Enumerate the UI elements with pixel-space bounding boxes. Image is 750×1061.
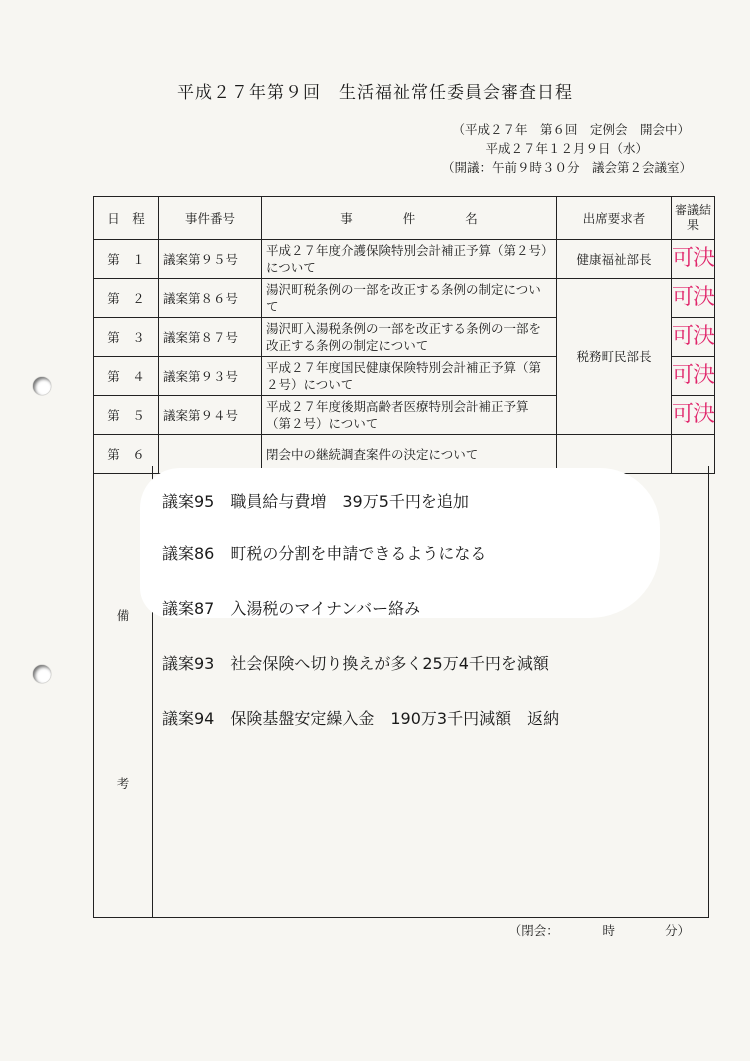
row-name: 湯沢町入湯税条例の一部を改正する条例の一部を改正する条例の制定について xyxy=(262,318,557,357)
row-day: 第 ５ xyxy=(94,396,159,435)
header-day: 日 程 xyxy=(94,197,159,240)
punch-hole-bottom xyxy=(33,665,51,683)
row-number: 議案第９４号 xyxy=(159,396,262,435)
note-line: 議案86 町税の分割を申請できるようになる xyxy=(162,544,487,563)
header-name: 事 件 名 xyxy=(262,197,557,240)
row-number: 議案第９５号 xyxy=(159,240,262,279)
session-info: （平成２７年 第６回 定例会 開会中） xyxy=(452,122,690,137)
row-presenter: 健康福祉部長 xyxy=(557,240,672,279)
session-time-place: （開議：午前９時３０分 議会第２会議室） xyxy=(441,160,692,175)
result-stamp: 可決 xyxy=(672,323,715,349)
row-name: 平成２７年度介護保険特別会計補正予算（第２号）について xyxy=(262,240,557,279)
header-presenter: 出席要求者 xyxy=(557,197,672,240)
table-row xyxy=(94,279,715,318)
row-day: 第 ２ xyxy=(94,279,159,318)
result-stamp: 可決 xyxy=(672,245,715,271)
row-day: 第 ４ xyxy=(94,357,159,396)
row-number: 議案第８６号 xyxy=(159,279,262,318)
row-day: 第 ３ xyxy=(94,318,159,357)
result-stamp: 可決 xyxy=(672,401,715,427)
page-title: 平成２７年第９回 生活福祉常任委員会審査日程 xyxy=(177,83,573,103)
note-line: 議案95 職員給与費増 39万5千円を追加 xyxy=(162,492,469,511)
note-line: 議案93 社会保険へ切り換えが多く25万4千円を減額 xyxy=(162,654,549,673)
row-name: 閉会中の継続調査案件の決定について xyxy=(262,435,557,474)
schedule-table xyxy=(93,196,715,474)
row-presenter: 税務町民部長 xyxy=(557,279,672,435)
notes-label-2: 考 xyxy=(116,776,130,791)
note-line: 議案87 入湯税のマイナンバー絡み xyxy=(162,599,421,618)
row-day: 第 ６ xyxy=(94,435,159,474)
result-stamp: 可決 xyxy=(672,362,715,388)
note-line: 議案94 保険基盤安定繰入金 190万3千円減額 返納 xyxy=(162,709,560,728)
result-stamp: 可決 xyxy=(672,284,715,310)
session-date: 平成２７年１２月９日（水） xyxy=(485,141,648,156)
table-row xyxy=(94,240,715,279)
row-day: 第 １ xyxy=(94,240,159,279)
punch-hole-top xyxy=(33,377,51,395)
header-number: 事件番号 xyxy=(159,197,262,240)
row-name: 湯沢町税条例の一部を改正する条例の制定について xyxy=(262,279,557,318)
notes-label-1: 備 xyxy=(116,608,130,623)
row-number: 議案第９３号 xyxy=(159,357,262,396)
row-name: 平成２７年度後期高齢者医療特別会計補正予算（第２号）について xyxy=(262,396,557,435)
header-result: 審議結果 xyxy=(672,197,715,240)
row-number: 議案第８７号 xyxy=(159,318,262,357)
closing-time: （閉会： 時 分） xyxy=(508,923,690,938)
row-name: 平成２７年度国民健康保険特別会計補正予算（第２号）について xyxy=(262,357,557,396)
table-header-row xyxy=(94,197,715,240)
